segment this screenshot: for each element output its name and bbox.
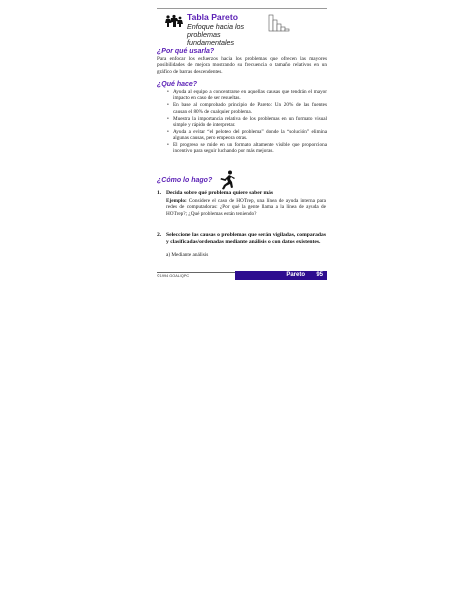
what-bullet-list [166, 89, 327, 155]
page [157, 0, 327, 600]
team-figures-icon [164, 14, 184, 28]
step-title: Seleccione las causas o problemas que serán vigiladas, comparadas y clasificadas/ordenadas mediante análisis o con datos existentes. [166, 232, 326, 245]
step-body: Ejemplo: Considere el caso de HOTrep, una línea de ayuda interna para redes de computadoras: ¿Por qué la gente llama a la línea de ayuda de HOTrep?; ¿Qué problemas están teniendo? [166, 198, 326, 217]
copyright: ©1994 GOAL/QPC [157, 274, 190, 278]
runner-icon [217, 170, 237, 190]
bullet-icon: • [167, 89, 169, 95]
step-title: Decida sobre qué problema quiere saber más [166, 190, 274, 196]
list-item: • Ayuda al equipo a concentrarse en aquellas causas que tendrán el mayor impacto en caso de ser resueltas. [167, 89, 327, 102]
bullet-icon: • [167, 115, 169, 122]
why-heading: ¿Por qué usarla? [157, 48, 215, 55]
page-number: 95 [316, 272, 323, 279]
list-item: • Ayuda a evitar “el peloteo del problema” donde la “solución” elimina algunas causas, pero empeora otras. [167, 128, 327, 142]
how-heading: ¿Cómo lo hago? [157, 177, 213, 184]
top-rule [157, 8, 327, 9]
bullet-icon: • [167, 142, 169, 149]
footer-bar [235, 271, 327, 280]
bullet-icon: • [167, 102, 169, 109]
page-subtitle: Enfoque hacia los problemas fundamentales [187, 22, 245, 48]
footer-rule [157, 272, 235, 273]
bullet-icon: • [167, 128, 169, 135]
step-body: a) Mediante análisis [166, 252, 209, 258]
step-number: 1. [157, 190, 162, 196]
list-item: • En base al comprobado principio de Pareto: Un 20% de las fuentes causan el 80% de cualquier problema. [167, 102, 327, 115]
list-item: • El progreso se mide en un formato altamente visible que proporciona incentivo para seguir luchando por más mejoras. [167, 142, 327, 155]
why-body: Para enfocar los esfuerzos hacia los problemas que ofrecen las mayores posibilidades de mejora mostrando su frecuencia o tamaño relativos en un gráfico de barras descendentes. [157, 56, 327, 75]
list-item: • Muestra la importancia relativa de los problemas en un formato visual simple y rápido de interpretar. [167, 115, 327, 128]
pareto-bars-icon [268, 14, 290, 32]
step-number: 2. [157, 232, 162, 238]
footer-section: Pareto [286, 272, 305, 279]
example-label: Ejemplo: [166, 198, 187, 204]
page-title: Tabla Pareto [187, 12, 238, 22]
what-heading: ¿Qué hace? [157, 81, 198, 88]
